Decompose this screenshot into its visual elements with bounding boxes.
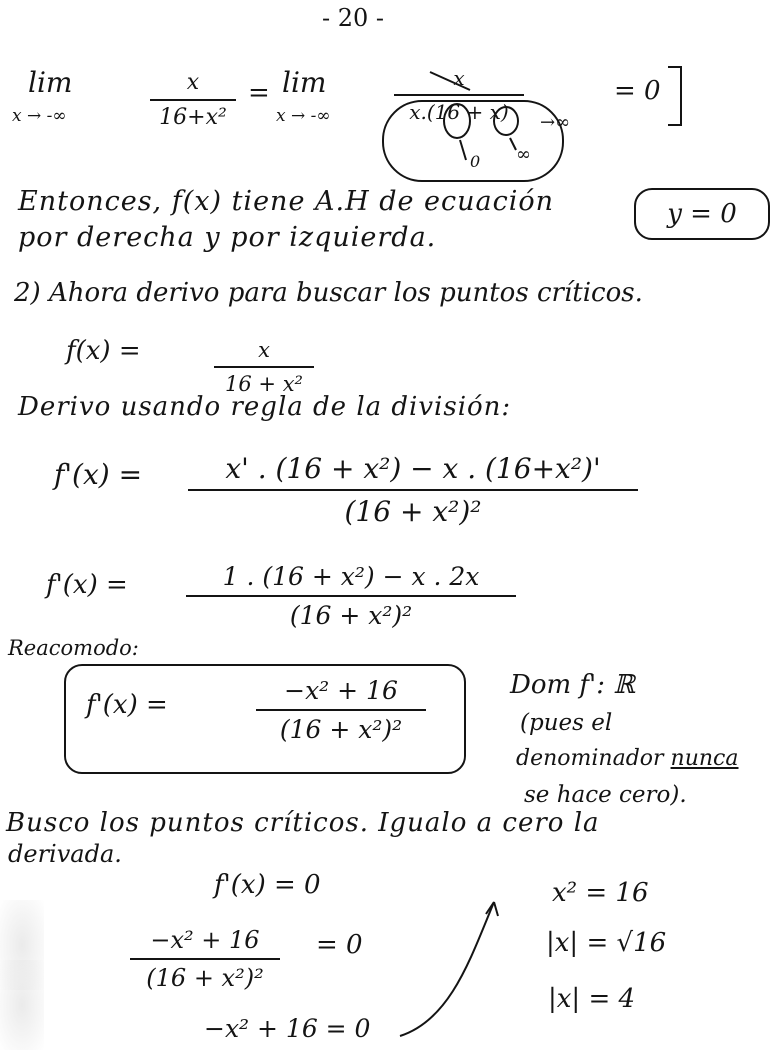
derivative-1-lhs: f'(x) = — [54, 458, 143, 491]
limit-fraction-1-den: 16+x² — [159, 105, 227, 130]
critical-eq-3: −x² + 16 = 0 — [204, 1014, 371, 1043]
arrow-down — [510, 138, 516, 150]
asymptote-equation: y = 0 — [667, 199, 737, 229]
dom-note-3: se hace cero). — [524, 782, 687, 808]
limit-fraction-2-num: x — [453, 66, 465, 90]
boxed-num: −x² + 16 — [284, 676, 398, 705]
derivative-2-den: (16 + x²)² — [289, 601, 413, 630]
limit-equals: = — [248, 78, 270, 108]
boxed-den: (16 + x²)² — [279, 715, 403, 744]
limit-lim-1: lim — [28, 66, 73, 99]
crossout-stroke — [430, 72, 470, 90]
result-1: x² = 16 — [552, 878, 649, 908]
dom-note-2-nunca: nunca — [670, 746, 739, 771]
critical-eq-2-num: −x² + 16 — [150, 926, 260, 954]
limit-arrow-inf: →∞ — [540, 112, 571, 133]
derivative-1-num: x' . (16 + x²) − x . (16+x²)' — [225, 452, 601, 485]
rule-text: Derivo usando regla de la división: — [18, 392, 512, 422]
limit-result: = 0 — [614, 76, 661, 106]
derivative-2-num: 1 . (16 + x²) − x . 2x — [222, 562, 480, 591]
limit-fraction-1-num: x — [186, 70, 200, 95]
limit-fraction-2-den: x.(16 + x) — [409, 100, 509, 124]
result-3: |x| = 4 — [548, 984, 636, 1014]
fx-num: x — [258, 338, 270, 362]
result-2: |x| = √16 — [546, 928, 667, 958]
circle-16 — [444, 104, 470, 138]
arrow-down — [460, 140, 466, 160]
limit-sub-1: x → -∞ — [12, 106, 67, 126]
dom-note-1: (pues el — [520, 710, 613, 736]
page-number: - 20 - — [322, 4, 385, 32]
derivative-1-den: (16 + x²)² — [344, 495, 482, 528]
fx-lhs: f(x) = — [66, 336, 141, 366]
dom-title: Dom f': ℝ — [510, 670, 635, 700]
boxed-lhs: f'(x) = — [86, 690, 168, 720]
circle-x — [494, 107, 518, 135]
critical-line-1: Busco los puntos críticos. Igualo a cero la — [6, 808, 600, 838]
limit-tends-zero: 0 — [470, 152, 481, 171]
fx-den: 16 + x² — [225, 372, 303, 396]
step2-heading: 2) Ahora derivo para buscar los puntos críticos. — [14, 278, 643, 308]
asymptote-line-1: Entonces, f(x) tiene A.H de ecuación — [18, 186, 555, 217]
critical-eq-1: f'(x) = 0 — [214, 870, 321, 900]
reacomodo-label: Reacomodo: — [8, 636, 139, 660]
critical-line-2: derivada. — [8, 840, 122, 868]
dom-note-2-denominador: denominador — [516, 746, 664, 771]
asymptote-line-2: por derecha y por izquierda. — [18, 222, 437, 253]
limit-sub-2: x → -∞ — [276, 106, 331, 126]
curved-arrow — [400, 902, 494, 1036]
derivative-2-lhs: f'(x) = — [46, 570, 128, 600]
critical-eq-2-rhs: = 0 — [316, 930, 363, 960]
limit-lim-2: lim — [282, 66, 327, 99]
critical-eq-2-den: (16 + x²)² — [146, 964, 264, 992]
limit-tends-inf: ∞ — [516, 144, 531, 165]
